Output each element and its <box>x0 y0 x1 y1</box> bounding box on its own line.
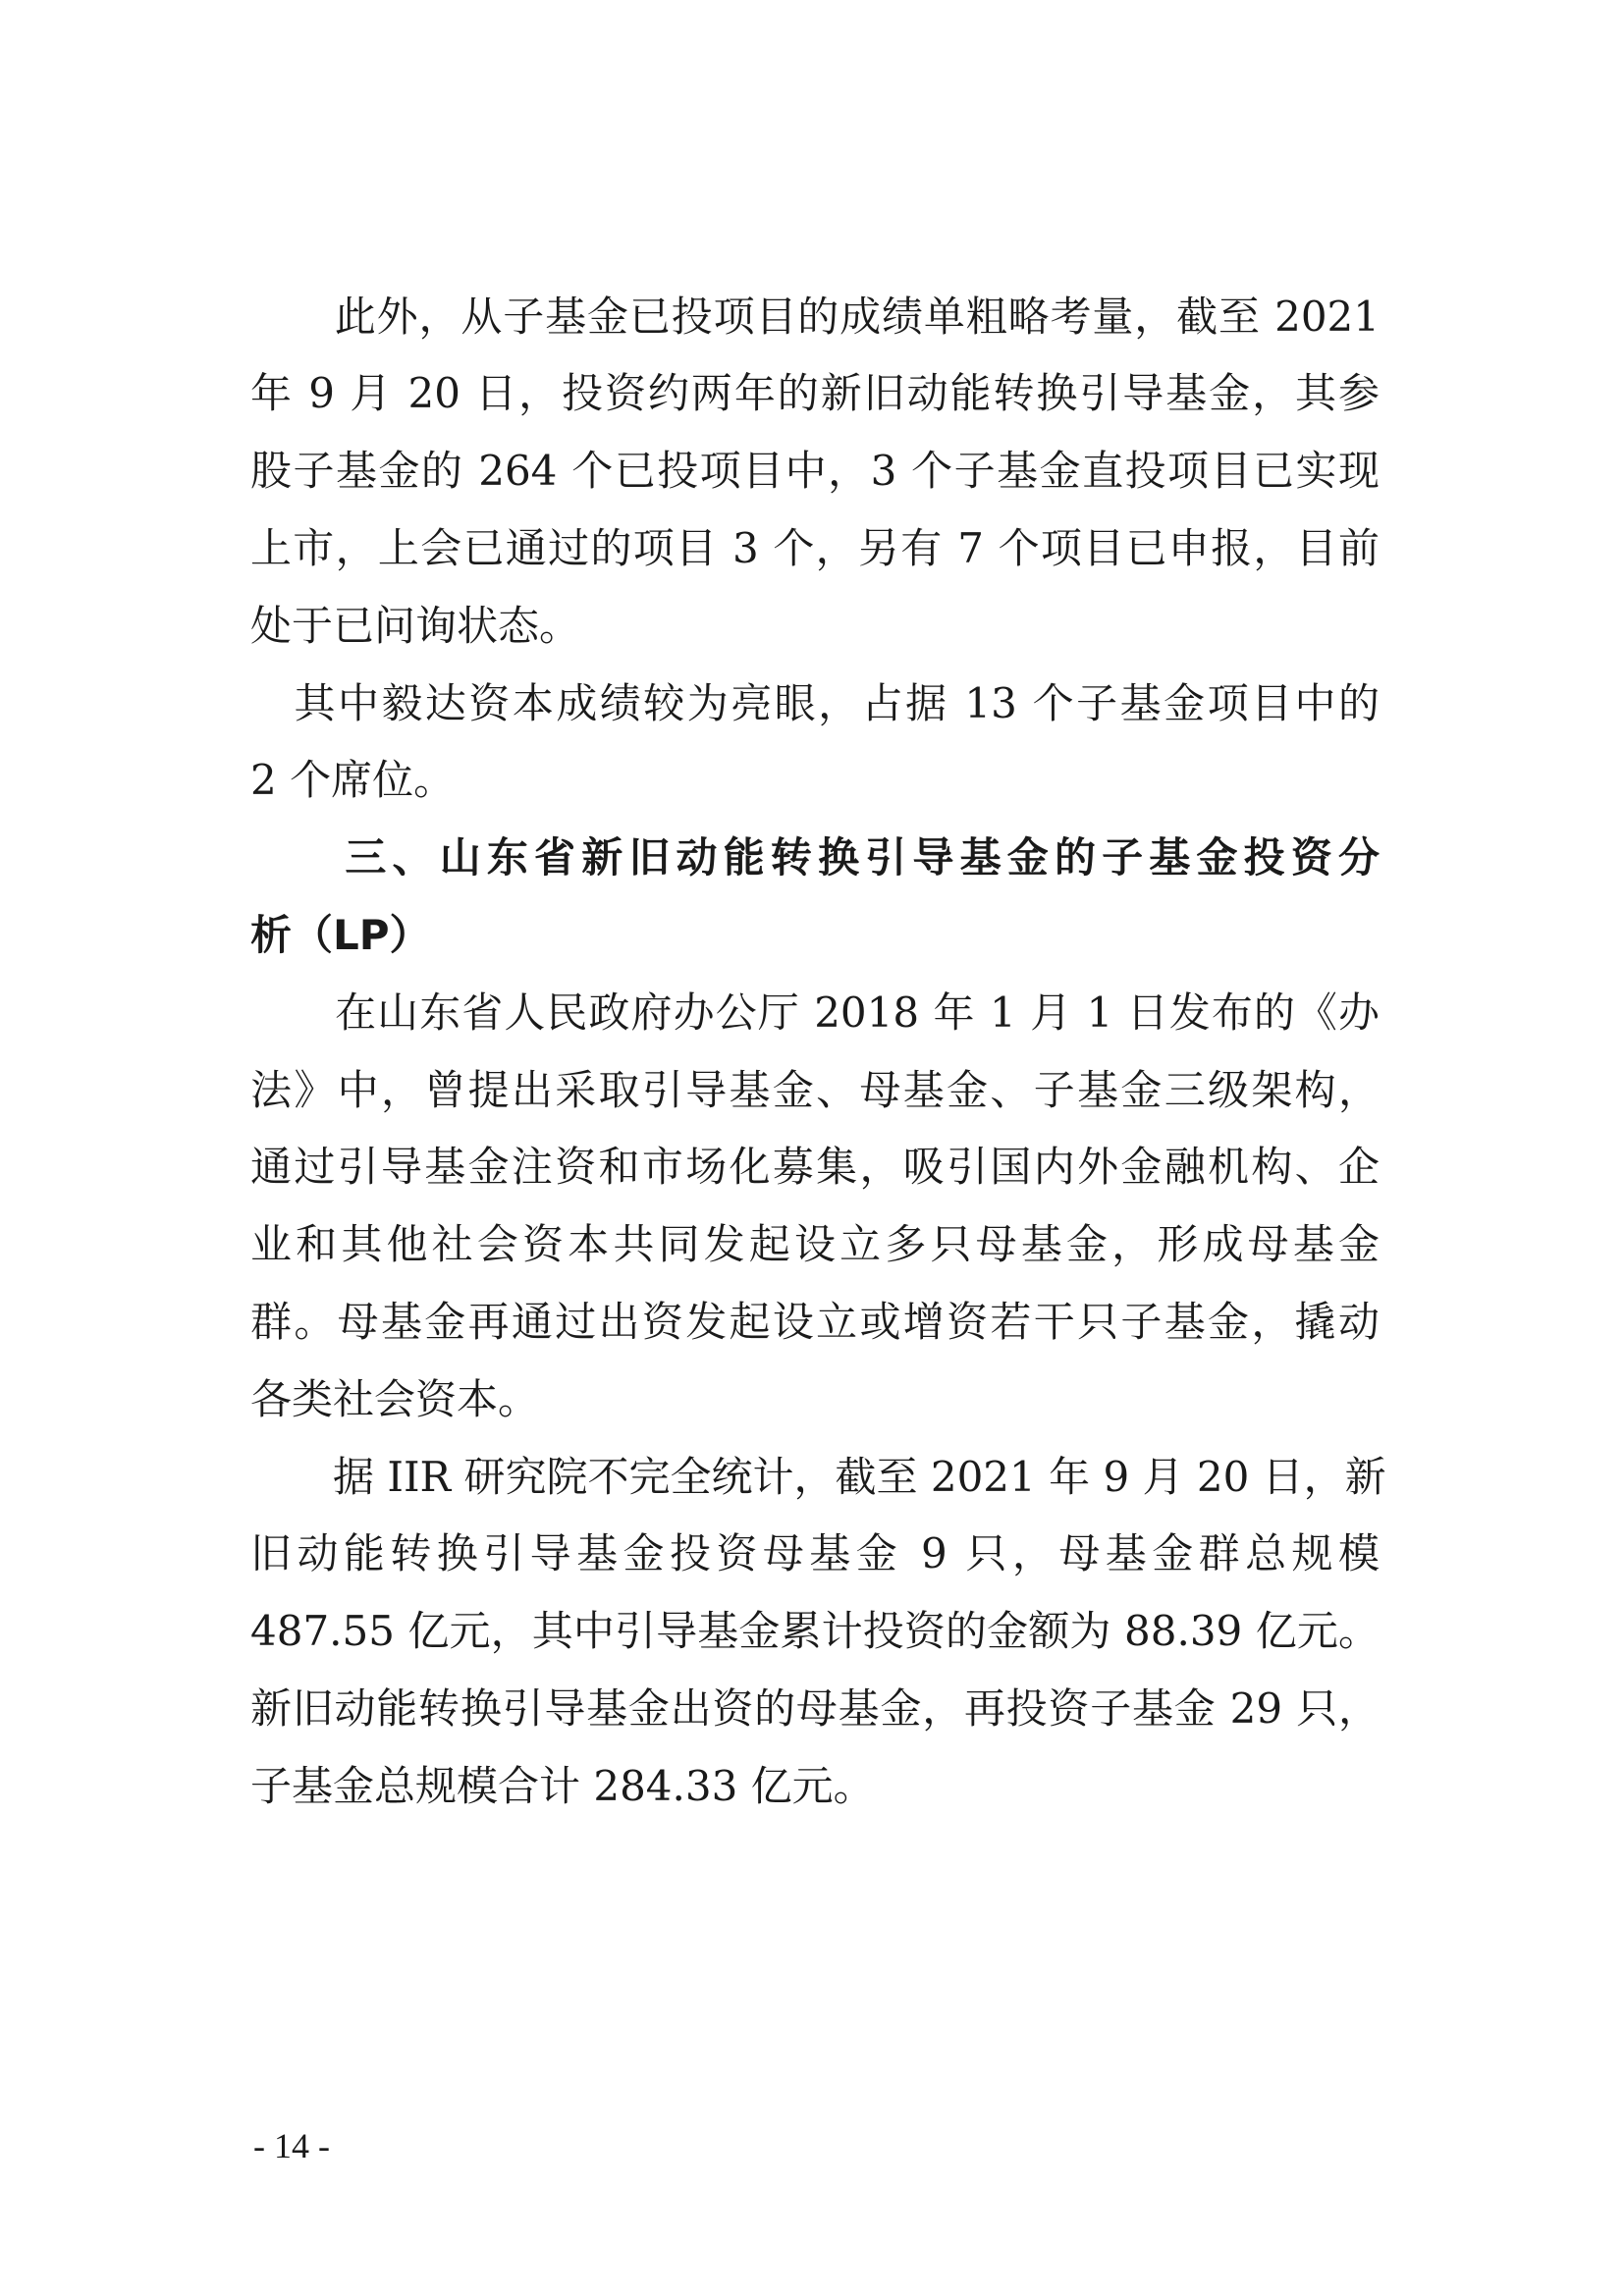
section-heading-line-1: 三、山东省新旧动能转换引导基金的子基金投资分 <box>250 833 1380 881</box>
paragraph-1-line-5: 处于已问询状态。 <box>250 602 581 650</box>
paragraph-1-line-4: 上市，上会已通过的项目 3 个，另有 7 个项目已申报，目前 <box>250 524 1380 572</box>
paragraph-3-line-3: 通过引导基金注资和市场化募集，吸引国内外金融机构、企 <box>250 1143 1380 1191</box>
paragraph-3-line-1: 在山东省人民政府办公厅 2018 年 1 月 1 日发布的《办 <box>250 988 1380 1037</box>
paragraph-3-line-2: 法》中，曾提出采取引导基金、母基金、子基金三级架构， <box>250 1066 1380 1114</box>
section-heading-line-2: 析（LP） <box>250 911 431 959</box>
paragraph-4-line-4: 新旧动能转换引导基金出资的母基金，再投资子基金 29 只， <box>250 1684 1380 1733</box>
paragraph-4-line-3: 487.55 亿元，其中引导基金累计投资的金额为 88.39 亿元。 <box>250 1607 1380 1655</box>
page-number: - 14 - <box>253 2126 330 2165</box>
paragraph-1-line-2: 年 9 月 20 日，投资约两年的新旧动能转换引导基金，其参 <box>250 369 1380 417</box>
paragraph-3-line-4: 业和其他社会资本共同发起设立多只母基金，形成母基金 <box>250 1220 1380 1268</box>
paragraph-2-line-2: 2 个席位。 <box>250 756 456 804</box>
paragraph-4-line-1: 据 IIR 研究院不完全统计，截至 2021 年 9 月 20 日，新 <box>250 1453 1386 1501</box>
paragraph-4-line-2: 旧动能转换引导基金投资母基金 9 只，母基金群总规模 <box>250 1529 1380 1577</box>
paragraph-2-line-1: 其中毅达资本成绩较为亮眼，占据 13 个子基金项目中的 <box>250 679 1380 727</box>
paragraph-1-line-3: 股子基金的 264 个已投项目中，3 个子基金直投项目已实现 <box>250 447 1380 495</box>
paragraph-3-line-5: 群。母基金再通过出资发起设立或增资若干只子基金，撬动 <box>250 1298 1380 1346</box>
paragraph-4-line-5: 子基金总规模合计 284.33 亿元。 <box>250 1762 875 1810</box>
paragraph-3-line-6: 各类社会资本。 <box>250 1375 540 1423</box>
paragraph-1-line-1: 此外，从子基金已投项目的成绩单粗略考量，截至 2021 <box>250 293 1380 341</box>
